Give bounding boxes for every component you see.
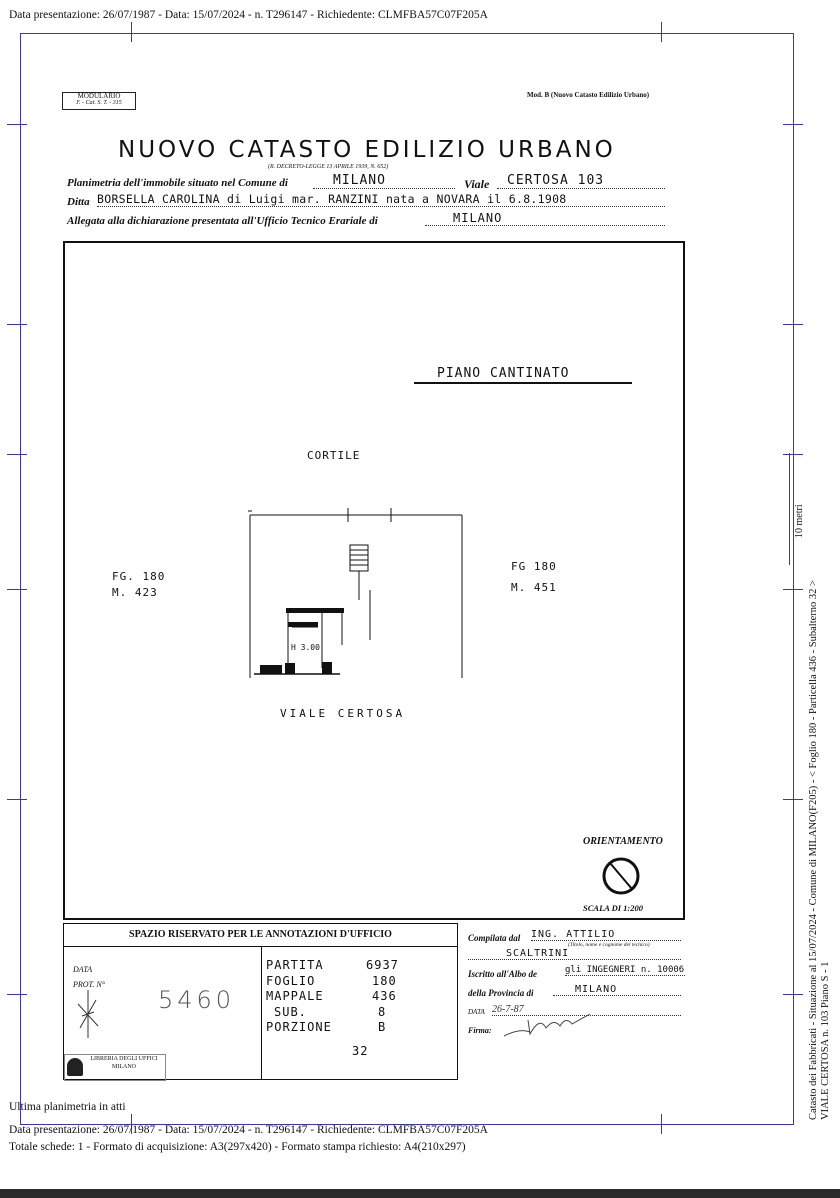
cortile-label: CORTILE — [307, 449, 361, 462]
street-label: VIALE CERTOSA — [280, 707, 406, 720]
ufficio-value: MILANO — [425, 211, 665, 226]
modulario-label: MODULARIO — [77, 92, 121, 100]
piano-underline — [414, 382, 632, 384]
ditta-value: BORSELLA CAROLINA di Luigi mar. RANZINI nata a NOVARA il 6.8.1908 — [97, 192, 665, 207]
comune-label: Planimetria dell'immobile situato nel Comune di — [67, 177, 288, 189]
right-m-label: M. 451 — [511, 581, 557, 594]
compilata-label: Compilata dal — [468, 933, 521, 943]
stamp-number: 5460 — [158, 986, 236, 1014]
footer-line-2: Totale schede: 1 - Formato di acquisizione: A3(297x420) - Formato stampa richiesto: A4(210x297) — [9, 1141, 466, 1153]
height-label: H 3.00 — [291, 643, 320, 652]
comune-value: MILANO — [313, 173, 455, 189]
bottom-bar — [0, 1189, 840, 1198]
modulario-box — [62, 92, 136, 110]
footer-line-1: Data presentazione: 26/07/1987 - Data: 15/07/2024 - n. T296147 - Richiedente: CLMFBA57C07F205A — [9, 1124, 488, 1136]
document-title: NUOVO CATASTO EDILIZIO URBANO — [118, 137, 616, 163]
orientation-label: ORIENTAMENTO — [583, 836, 663, 847]
compiler-date-label: DATA — [468, 1008, 485, 1016]
sub-label: SUB. — [274, 1004, 307, 1019]
provincia-label: della Provincia di — [468, 988, 534, 998]
right-fg-label: FG 180 — [511, 560, 557, 573]
sub-value: 8 — [378, 1004, 387, 1019]
porzione-value: B — [378, 1020, 387, 1034]
partita-value: 6937 — [366, 958, 399, 972]
compiler-name: ING. ATTILIO — [531, 929, 681, 941]
scale-label: SCALA DI 1:200 — [583, 903, 643, 913]
albo-value: gli INGEGNERI n. 10006 — [565, 965, 685, 975]
ann-data-label: DATA — [73, 965, 93, 974]
albo-label: Iscritto all'Albo de — [468, 969, 538, 979]
left-m-label: M. 423 — [112, 586, 158, 599]
foglio-value: 180 — [372, 973, 397, 988]
ann-prot-label: PROT. N° — [73, 980, 105, 989]
ditta-label: Ditta — [67, 196, 90, 208]
scale-bar-label: 10 metri — [794, 504, 805, 538]
page-number: 32 — [352, 1044, 369, 1058]
side-text-1: Catasto dei Fabbricati - Situazione al 15/07/2024 - Comune di MILANO(F205) - < Foglio 180 - Particella 436 - Subalterno 32 > — [808, 580, 819, 1120]
left-fg-label: FG. 180 — [112, 570, 166, 583]
ann-labels — [266, 958, 332, 1036]
mappale-value: 436 — [372, 989, 397, 1003]
porzione-label: PORZIONE — [266, 1020, 332, 1034]
signature-icon — [500, 1010, 610, 1040]
decree-note: (R. DECRETO-LEGGE 13 APRILE 1939, N. 652) — [268, 164, 389, 170]
partita-label: PARTITA — [266, 958, 324, 972]
side-text-2: VIALE CERTOSA n. 103 Piano S - 1 — [820, 961, 831, 1120]
printer-logo-icon — [67, 1058, 83, 1076]
footer-ultima: Ultima planimetria in atti — [9, 1101, 126, 1113]
mod-b-label: Mod. B (Nuovo Catasto Edilizio Urbano) — [527, 91, 650, 99]
compiler-hint: (Titolo, nome e cognome del tecnico) — [568, 942, 650, 948]
firma-label: Firma: — [468, 1026, 492, 1035]
foglio-label: FOGLIO — [266, 973, 316, 988]
compiler-date: 26-7-87 — [492, 1004, 681, 1016]
printer-city: MILANO — [112, 1064, 136, 1070]
via-label: Viale — [464, 177, 490, 191]
signature-scribble — [74, 988, 102, 1040]
header-line: Data presentazione: 26/07/1987 - Data: 15/07/2024 - n. T296147 - Richiedente: CLMFBA57C07F205A — [9, 9, 488, 21]
ann-values — [366, 958, 399, 1036]
compass-icon — [601, 856, 641, 896]
scale-bar — [789, 453, 790, 565]
allegata-label: Allegata alla dichiarazione presentata all'Ufficio Tecnico Erariale di — [67, 215, 378, 227]
printer-stamp — [64, 1054, 166, 1081]
plan-drawing — [240, 500, 470, 685]
via-value: CERTOSA 103 — [497, 173, 665, 189]
printer-name: LIBRERIA DEGLI UFFICI — [90, 1056, 158, 1062]
modulario-code: F. - Cat. S. T. - 315 — [76, 100, 122, 106]
compiler-surname: SCALTRINI — [468, 948, 681, 960]
piano-label: PIANO CANTINATO — [437, 366, 570, 381]
provincia-value: MILANO — [553, 984, 681, 996]
annotations-title: SPAZIO RISERVATO PER LE ANNOTAZIONI D'UFFICIO — [64, 924, 457, 947]
mappale-label: MAPPALE — [266, 989, 324, 1003]
